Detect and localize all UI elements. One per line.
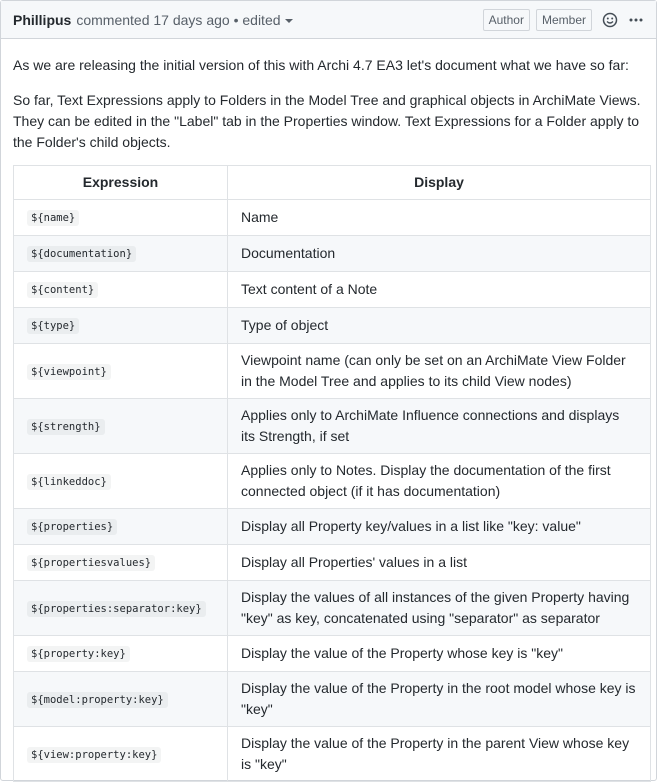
- expression-code: ${model:property:key}: [27, 692, 168, 708]
- display-text: Type of object: [228, 308, 651, 344]
- expression-code: ${property:key}: [27, 646, 130, 662]
- table-row: [14, 509, 651, 545]
- table-row: [14, 399, 651, 454]
- table-row: [14, 344, 651, 399]
- expressions-table: [13, 165, 651, 782]
- commented-text: commented: [76, 11, 150, 28]
- display-text: Applies only to ArchiMate Influence connections and displays its Strength, if set: [228, 399, 651, 454]
- expression-code: ${name}: [27, 210, 79, 226]
- display-text: Text content of a Note: [228, 272, 651, 308]
- display-text: Display all Properties' values in a list: [228, 545, 651, 581]
- meta-separator: •: [233, 11, 239, 28]
- author-badge: Author: [483, 9, 530, 31]
- member-badge: Member: [536, 9, 592, 31]
- expression-code: ${viewpoint}: [27, 364, 111, 380]
- table-row: [14, 308, 651, 344]
- display-text: Applies only to Notes. Display the documentation of the first connected object (if it has documentation): [228, 454, 651, 509]
- table-header-row: [14, 166, 651, 200]
- display-text: Display all Property key/values in a list like "key: value": [228, 509, 651, 545]
- intro-text: As we are releasing the initial version of this with Archi 4.7 EA3 let's document what we have so far:: [13, 57, 629, 73]
- display-text: Display the value of the Property whose key is "key": [228, 636, 651, 672]
- expression-code: ${type}: [27, 318, 79, 334]
- author-name[interactable]: Phillipus: [13, 11, 72, 28]
- display-text: Display the value of the Property in the root model whose key is "key": [228, 672, 651, 727]
- display-text: Display the values of all instances of the given Property having "key" as key, concatenated using "separator" as separator: [228, 581, 651, 636]
- expression-code: ${propertiesvalues}: [27, 555, 155, 571]
- table-row: [14, 236, 651, 272]
- smiley-icon[interactable]: [602, 12, 618, 28]
- comment-header: [1, 1, 656, 39]
- expression-code: ${linkeddoc}: [27, 474, 111, 490]
- table-row: [14, 581, 651, 636]
- table-row: [14, 672, 651, 727]
- header-display: Display: [228, 166, 651, 200]
- table-row: [14, 200, 651, 236]
- table-row: [14, 636, 651, 672]
- description-text: So far, Text Expressions apply to Folders in the Model Tree and graphical objects in ArchiMate Views. They can be edited in the "Label" tab in the Properties window. Text Expressions for a Folder apply to the Folder's child objects.: [13, 92, 641, 150]
- expression-code: ${documentation}: [27, 246, 136, 262]
- table-row: [14, 727, 651, 782]
- expression-code: ${content}: [27, 282, 98, 298]
- table-row: [14, 545, 651, 581]
- expression-code: ${properties:separator:key}: [27, 601, 206, 617]
- expression-code: ${view:property:key}: [27, 747, 161, 763]
- table-row: [14, 454, 651, 509]
- expression-code: ${properties}: [27, 519, 117, 535]
- header-expression: Expression: [14, 166, 228, 200]
- edited-dropdown[interactable]: edited: [242, 11, 281, 28]
- more-options-icon[interactable]: [628, 12, 644, 28]
- display-text: Name: [228, 200, 651, 236]
- table-row: [14, 272, 651, 308]
- chevron-down-icon[interactable]: [285, 19, 293, 23]
- comment-time[interactable]: 17 days ago: [153, 11, 230, 28]
- display-text: Documentation: [228, 236, 651, 272]
- expression-code: ${strength}: [27, 419, 105, 435]
- display-text: Display the value of the Property in the parent View whose key is "key": [228, 727, 651, 782]
- comment-body: [1, 39, 656, 782]
- comment-meta: [76, 12, 292, 28]
- display-text: Viewpoint name (can only be set on an ArchiMate View Folder in the Model Tree and applies to its child View nodes): [228, 344, 651, 399]
